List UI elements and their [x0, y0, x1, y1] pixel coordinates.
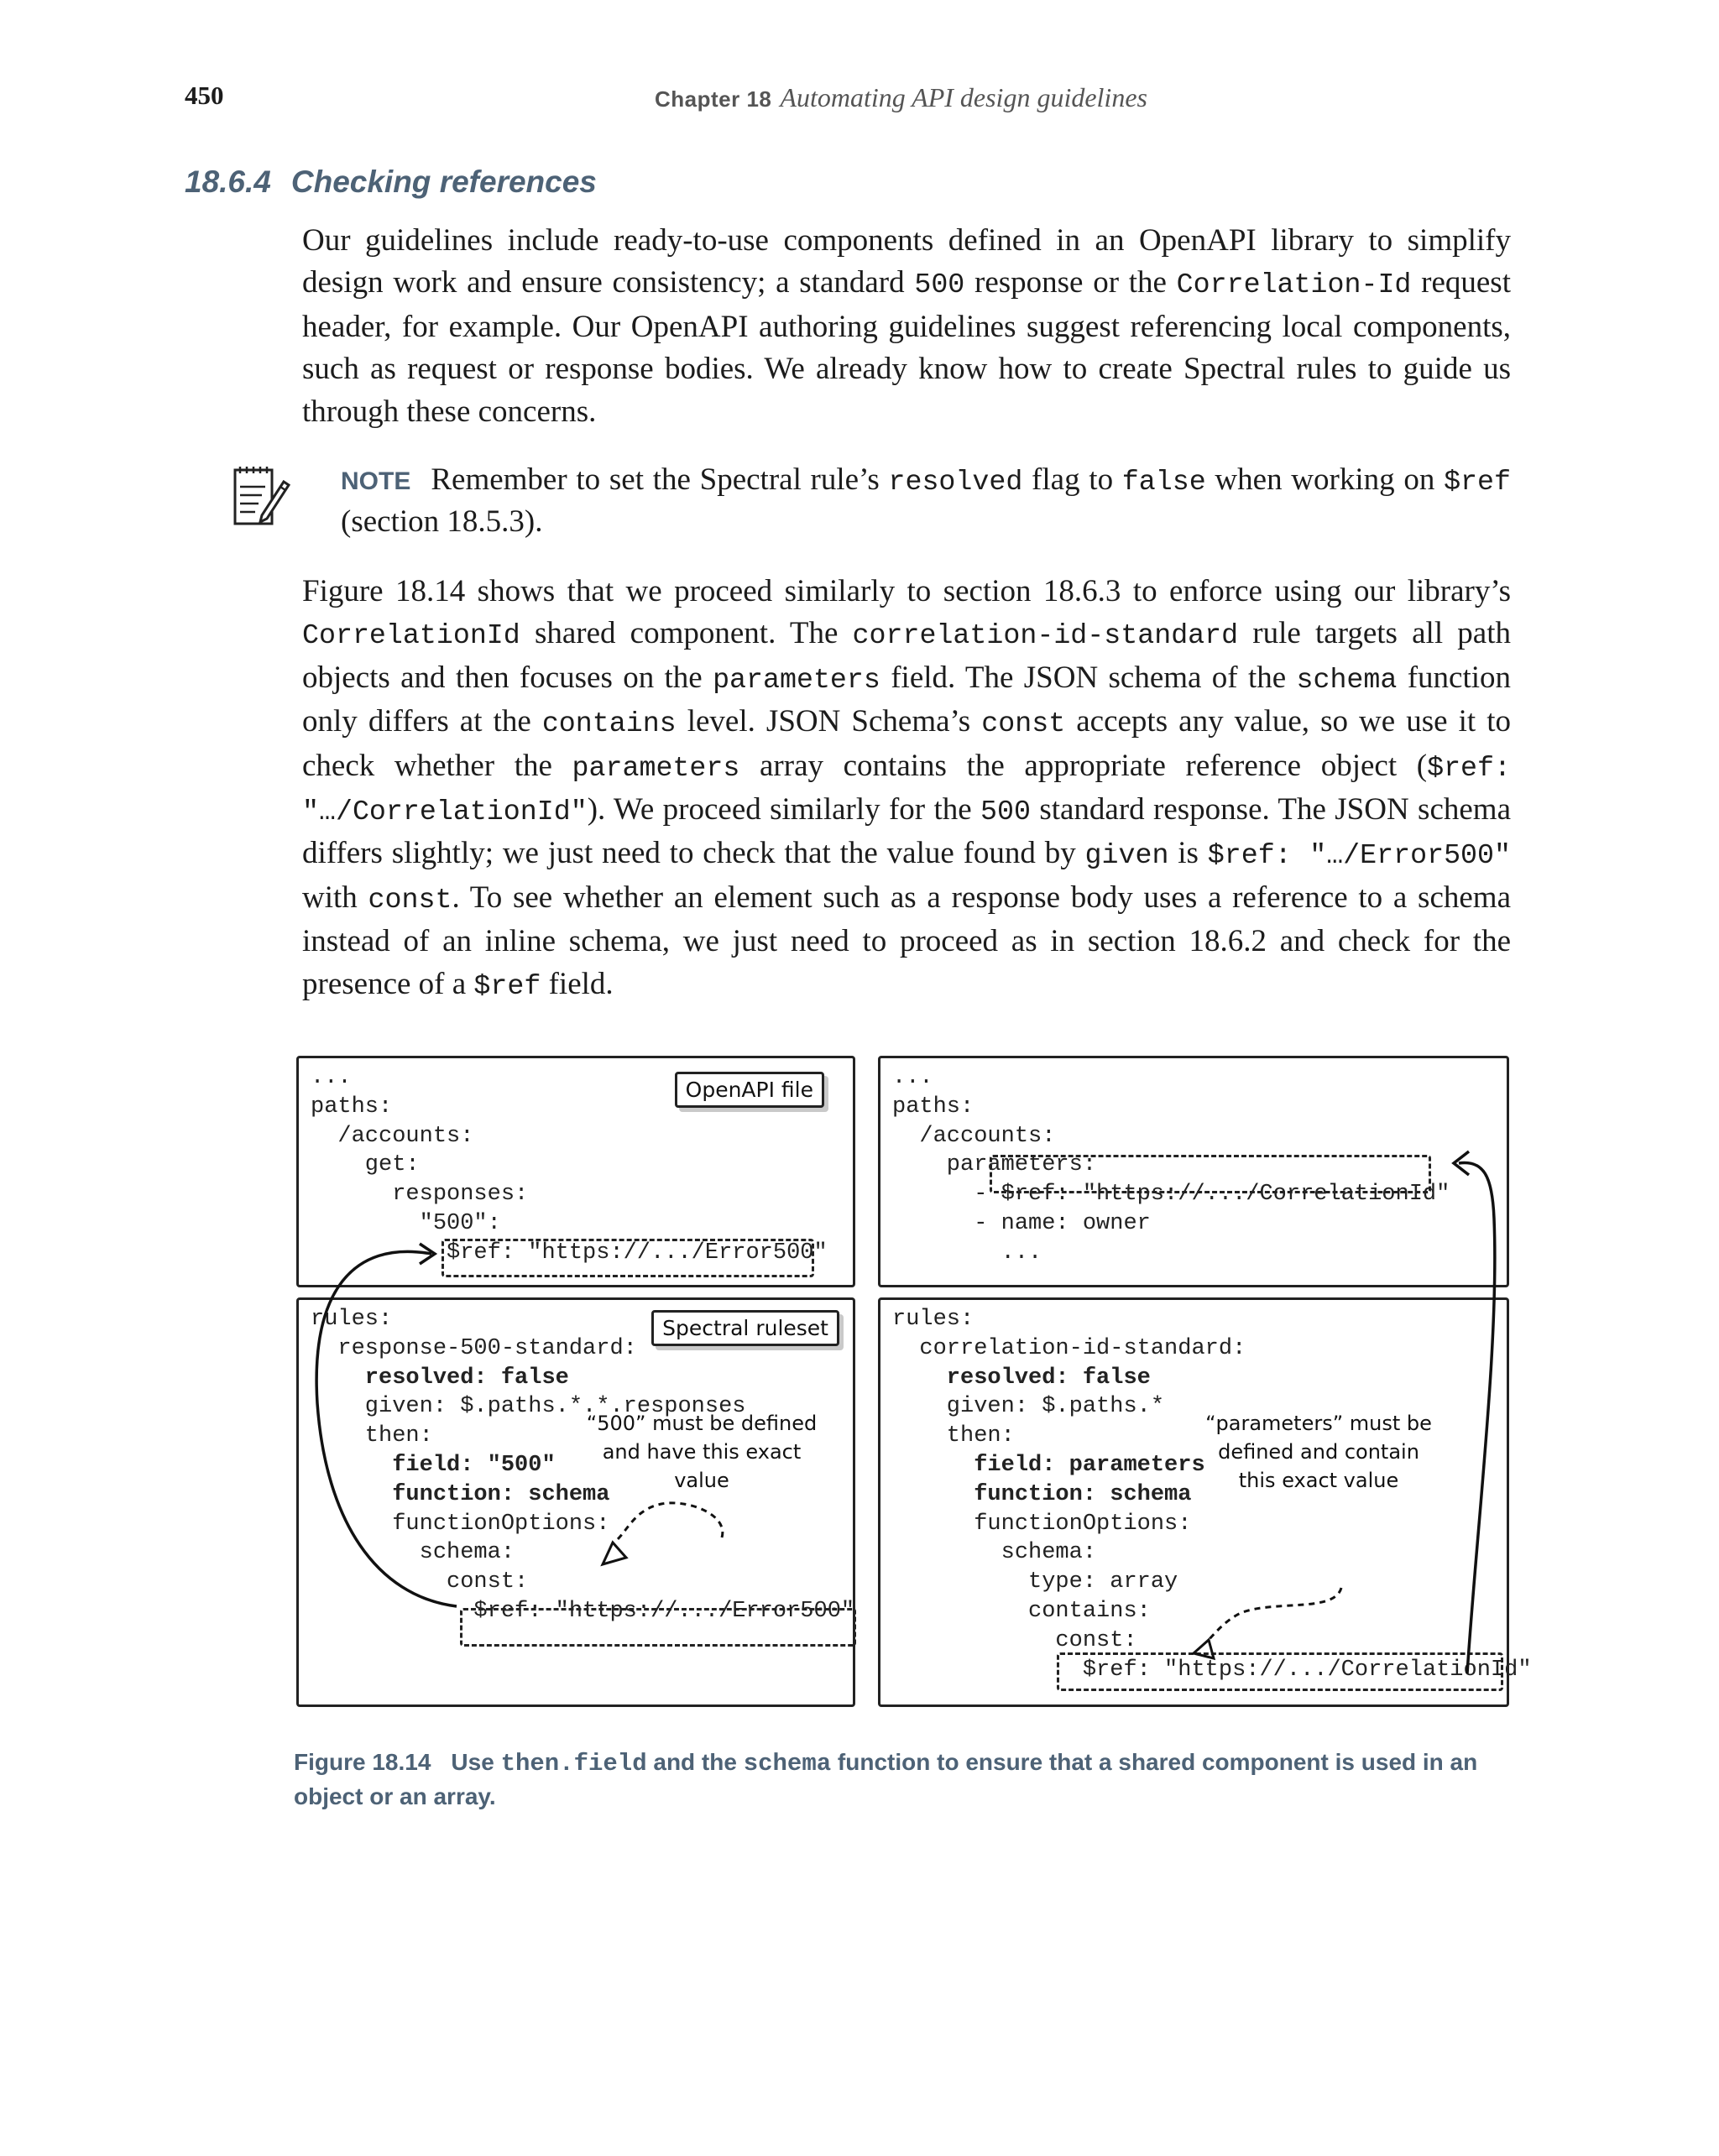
code-line: /accounts: — [311, 1123, 474, 1149]
code-line: "500": — [311, 1210, 501, 1236]
chapter-title: Automating API design guidelines — [780, 82, 1147, 112]
code-run: correlation-id-standard — [852, 619, 1239, 652]
code-run: false — [1121, 466, 1206, 498]
code-line: function: schema — [892, 1481, 1192, 1507]
code-run: $ref — [473, 969, 541, 1002]
ruleset-code — [892, 1305, 1532, 1684]
code-run: parameters — [713, 663, 880, 696]
text-run: and the — [646, 1749, 744, 1775]
code-line: - name: owner — [892, 1210, 1151, 1236]
text-run: Our guidelines include ready-to-use components defined in an OpenAPI library to simplify design work and ensure consistency; a standard — [302, 223, 1511, 300]
code-run: 500 — [980, 796, 1031, 828]
text-run: accepts any value, so we use it to check whether the — [302, 704, 1511, 783]
code-line: then: — [892, 1423, 1015, 1449]
section-title: Checking references — [290, 164, 597, 199]
text-run: array contains the appropriate reference object ( — [739, 748, 1428, 783]
code-line: ... — [892, 1240, 1042, 1266]
openapi-file-panel-response — [296, 1056, 855, 1287]
figure-caption — [294, 1746, 1519, 1813]
annotation-line: value — [674, 1469, 729, 1492]
code-line: responses: — [311, 1182, 529, 1208]
running-head — [185, 81, 1543, 119]
openapi-file-panel-parameters — [878, 1056, 1509, 1287]
text-run: flag to — [1022, 462, 1122, 497]
figure-18-14 — [292, 1051, 1532, 1714]
code-run: resolved — [888, 466, 1023, 498]
code-line: ... — [892, 1065, 933, 1090]
code-run: const — [981, 707, 1066, 740]
annotation-line: “parameters” must be — [1205, 1412, 1432, 1435]
text-run: function to ensure that a shared component is used in an object or an array. — [294, 1749, 1478, 1809]
section-heading — [185, 164, 1528, 200]
code-line: get: — [311, 1152, 420, 1178]
figure-label: Figure 18.14 — [294, 1749, 431, 1775]
text-run: (section 18.5.3). — [341, 504, 543, 539]
code-line: field: "500" — [311, 1452, 556, 1478]
code-line: schema: — [892, 1540, 1097, 1566]
code-run: const — [368, 883, 452, 916]
code-line: rules: — [311, 1307, 393, 1332]
text-run: shared component. The — [520, 616, 853, 651]
code-line: $ref: "https://.../Error500" — [311, 1240, 828, 1266]
code-line: function: schema — [311, 1481, 610, 1507]
code-line: rules: — [892, 1307, 974, 1332]
openapi-file-tag: OpenAPI file — [675, 1072, 824, 1108]
code-run: Correlation-Id — [1176, 269, 1412, 301]
annotation-line: this exact value — [1238, 1469, 1399, 1492]
code-run: parameters — [572, 751, 740, 784]
code-line: parameters: — [892, 1152, 1097, 1178]
code-line: type: array — [892, 1569, 1178, 1595]
code-line: field: parameters — [892, 1452, 1205, 1478]
code-run: then.field — [500, 1750, 647, 1778]
text-run: field. The JSON schema of the — [880, 660, 1297, 695]
annotation-line: and have this exact — [602, 1440, 802, 1464]
text-run: rule targets all path objects and then focuses on the — [302, 616, 1511, 695]
spectral-ruleset-panel-response — [296, 1297, 855, 1707]
text-run: field. — [541, 966, 614, 1001]
code-run: $ref: "…/CorrelationId" — [302, 751, 1512, 828]
code-line: ... — [311, 1065, 352, 1090]
note-block — [225, 460, 1511, 544]
text-run: response or the — [964, 265, 1177, 300]
code-run: $ref: "…/Error500" — [1207, 839, 1511, 872]
code-line: contains: — [892, 1598, 1151, 1624]
code-line: then: — [311, 1423, 433, 1449]
annotation-line: “500” must be defined — [586, 1412, 818, 1435]
annotation-parameters — [1193, 1409, 1445, 1495]
text-run: when working on — [1205, 462, 1445, 497]
code-run: given — [1084, 839, 1169, 872]
text-run: Remember to set the Spectral rule’s — [431, 462, 889, 497]
code-run: CorrelationId — [302, 619, 520, 652]
note-text — [341, 460, 1511, 541]
text-run: Use — [451, 1749, 501, 1775]
code-line: $ref: "https://.../Error500" — [311, 1598, 855, 1624]
page-number: 450 — [185, 81, 224, 110]
code-line: const: — [311, 1569, 529, 1595]
note-label: NOTE — [341, 467, 411, 495]
code-line: given: $.paths.* — [892, 1394, 1165, 1420]
text-run: with — [302, 880, 368, 915]
code-line: correlation-id-standard: — [892, 1335, 1246, 1361]
code-line: response-500-standard: — [311, 1335, 637, 1361]
code-line: functionOptions: — [311, 1511, 610, 1537]
spectral-ruleset-tag: Spectral ruleset — [651, 1310, 839, 1346]
openapi-code — [892, 1063, 1450, 1268]
annotation-line: defined and contain — [1218, 1440, 1419, 1464]
spectral-ruleset-panel-parameters — [878, 1297, 1532, 1707]
code-run: 500 — [914, 269, 965, 301]
code-line: - $ref: "https://.../CorrelationId" — [892, 1182, 1450, 1208]
code-line: resolved: false — [892, 1365, 1151, 1391]
code-line: schema: — [311, 1540, 515, 1566]
text-run: Figure 18.14 shows that we proceed similarly to section 18.6.3 to enforce using our library’s — [302, 574, 1511, 608]
chapter-header — [655, 82, 1147, 113]
section-number: 18.6.4 — [185, 164, 271, 199]
paragraph-explanation — [302, 571, 1511, 1007]
code-run: schema — [1296, 663, 1398, 696]
code-line: resolved: false — [311, 1365, 569, 1391]
code-line: const: — [892, 1627, 1137, 1653]
annotation-500 — [576, 1409, 828, 1495]
text-run: standard response. The JSON schema differs slightly; we just need to check that the value found by — [302, 792, 1511, 871]
chapter-label: Chapter 18 — [655, 86, 772, 112]
code-line: paths: — [892, 1094, 974, 1120]
code-run: $ref — [1444, 466, 1511, 498]
code-line: $ref: "https://.../CorrelationId" — [892, 1657, 1532, 1683]
code-line: given: $.paths.*.*.responses — [311, 1394, 746, 1420]
paragraph-intro — [302, 220, 1511, 433]
text-run: . To see whether an element such as a response body uses a reference to a schema instead of an inline schema, we just need to proceed as in section 18.6.2 and check for the presence of a — [302, 880, 1512, 1001]
code-run: schema — [743, 1750, 832, 1778]
text-run: level. JSON Schema’s — [676, 704, 982, 739]
text-run: function only differs at the — [302, 660, 1512, 739]
code-line: functionOptions: — [892, 1511, 1192, 1537]
text-run: is — [1168, 836, 1208, 871]
notepad-icon — [228, 465, 290, 529]
code-line: /accounts: — [892, 1123, 1056, 1149]
text-run: request header, for example. Our OpenAPI authoring guidelines suggest referencing local components, such as request or response bodies. We already know how to create Spectral rules to guide us through these concerns. — [302, 265, 1511, 429]
text-run: ). We proceed similarly for the — [587, 792, 981, 827]
code-line: paths: — [311, 1094, 393, 1120]
code-run: contains — [541, 707, 677, 740]
